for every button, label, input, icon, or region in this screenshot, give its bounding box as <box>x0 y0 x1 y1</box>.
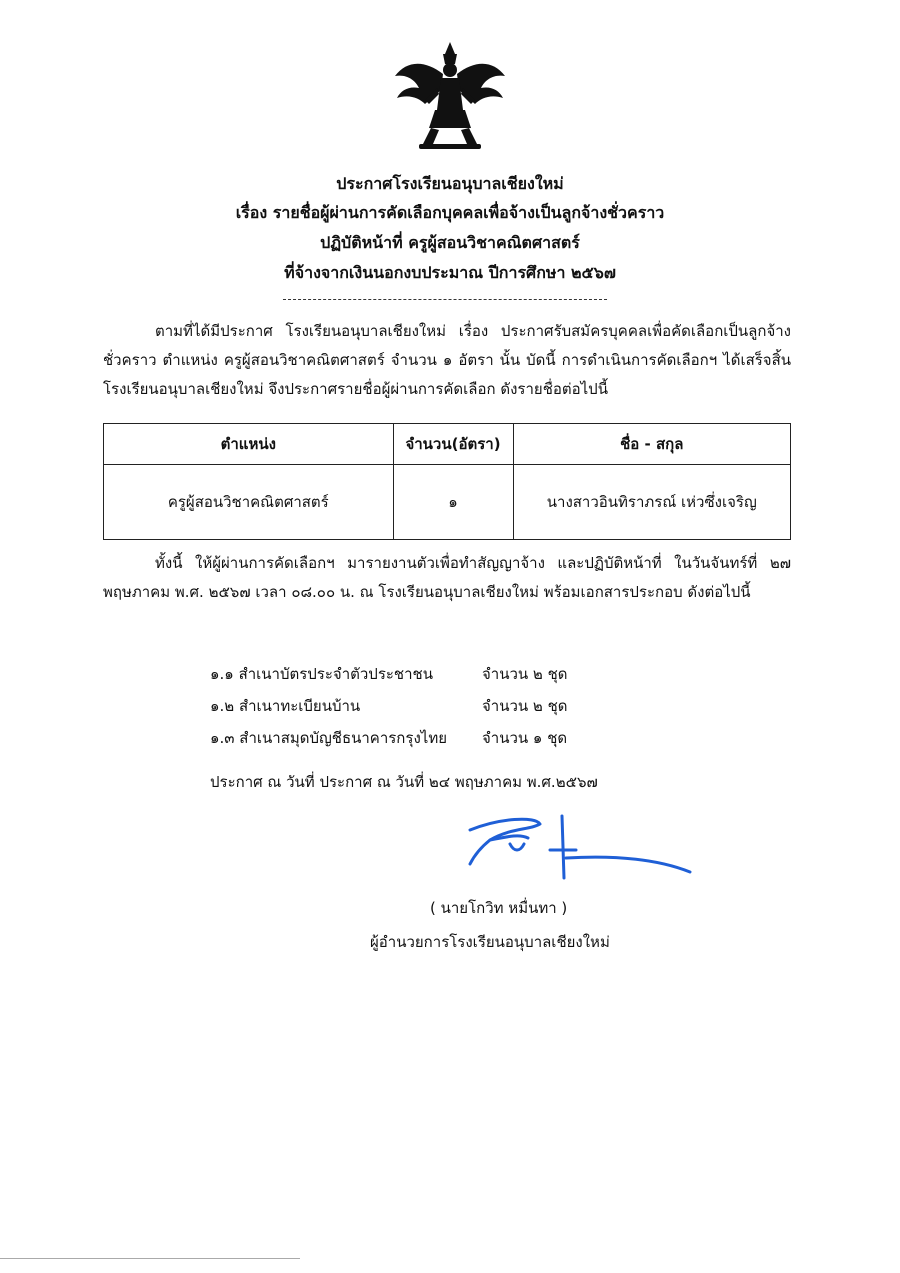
garuda-emblem-icon <box>385 40 515 160</box>
cell-name: นางสาวอินทิราภรณ์ เห่วซึ่งเจริญ <box>513 465 791 540</box>
document-name: ๑.๑ สำเนาบัตรประจำตัวประชาชน <box>210 665 433 683</box>
cell-position: ครูผู้สอนวิชาคณิตศาสตร์ <box>104 465 394 540</box>
title-line-1: ประกาศโรงเรียนอนุบาลเชียงใหม่ <box>336 174 564 193</box>
title-line-4: ที่จ้างจากเงินนอกงบประมาณ ปีการศึกษา ๒๕๖๗ <box>284 263 616 282</box>
document-quantity: จำนวน ๑ ชุด <box>482 729 568 747</box>
table-header-row <box>104 424 791 465</box>
signature-icon <box>450 800 700 890</box>
instruction-paragraph: ทั้งนี้ ให้ผู้ผ่านการคัดเลือกฯ มารายงานตัวเพื่อทำสัญญาจ้าง และปฏิบัติหน้าที่ ในวันจันทร์ที่ ๒๗ พฤษภาคม พ.ศ. ๒๕๖๗ เวลา ๐๘.๐๐ น. ณ โรงเรียนอนุบาลเชียงใหม่ พร้อมเอกสารประกอบ ดังต่อไปนี้ <box>103 554 791 601</box>
required-documents-list <box>210 662 568 758</box>
intro-paragraph: ตามที่ได้มีประกาศ โรงเรียนอนุบาลเชียงใหม่ เรื่อง ประกาศรับสมัครบุคคลเพื่อคัดเลือกเป็นลูกจ้างชั่วคราว ตำแหน่ง ครูผู้สอนวิชาคณิตศาสตร์ จำนวน ๑ อัตรา นั้น บัดนี้ การดำเนินการคัดเลือกฯ ได้เสร็จสิ้น โรงเรียนอนุบาลเชียงใหม่ จึงประกาศรายชื่อผู้ผ่านการคัดเลือก ดังรายชื่อต่อไปนี้ <box>103 322 791 398</box>
footer-rule <box>0 1258 300 1259</box>
announcement-date: ประกาศ ณ วันที่ ประกาศ ณ วันที่ ๒๔ พฤษภาคม พ.ศ.๒๕๖๗ <box>210 773 598 791</box>
signer-name: ( นายโกวิท หมื่นทา ) <box>430 899 568 917</box>
table-row <box>104 465 791 540</box>
dashed-divider <box>283 299 607 300</box>
list-item <box>210 694 568 726</box>
results-table <box>103 423 791 540</box>
document-name: ๑.๓ สำเนาสมุดบัญชีธนาคารกรุงไทย <box>210 729 447 747</box>
list-item <box>210 662 568 694</box>
title-line-2: เรื่อง รายชื่อผู้ผ่านการคัดเลือกบุคคลเพื่อจ้างเป็นลูกจ้างชั่วคราว <box>235 203 665 222</box>
list-item <box>210 726 568 758</box>
title-line-3: ปฏิบัติหน้าที่ ครูผู้สอนวิชาคณิตศาสตร์ <box>320 233 580 252</box>
document-quantity: จำนวน ๒ ชุด <box>482 697 568 715</box>
cell-quantity: ๑ <box>393 465 513 540</box>
document-quantity: จำนวน ๒ ชุด <box>482 665 568 683</box>
header-position: ตำแหน่ง <box>104 424 394 465</box>
header-quantity: จำนวน(อัตรา) <box>393 424 513 465</box>
signer-position: ผู้อำนวยการโรงเรียนอนุบาลเชียงใหม่ <box>370 933 610 951</box>
header-name: ชื่อ - สกุล <box>513 424 791 465</box>
document-name: ๑.๒ สำเนาทะเบียนบ้าน <box>210 697 361 715</box>
